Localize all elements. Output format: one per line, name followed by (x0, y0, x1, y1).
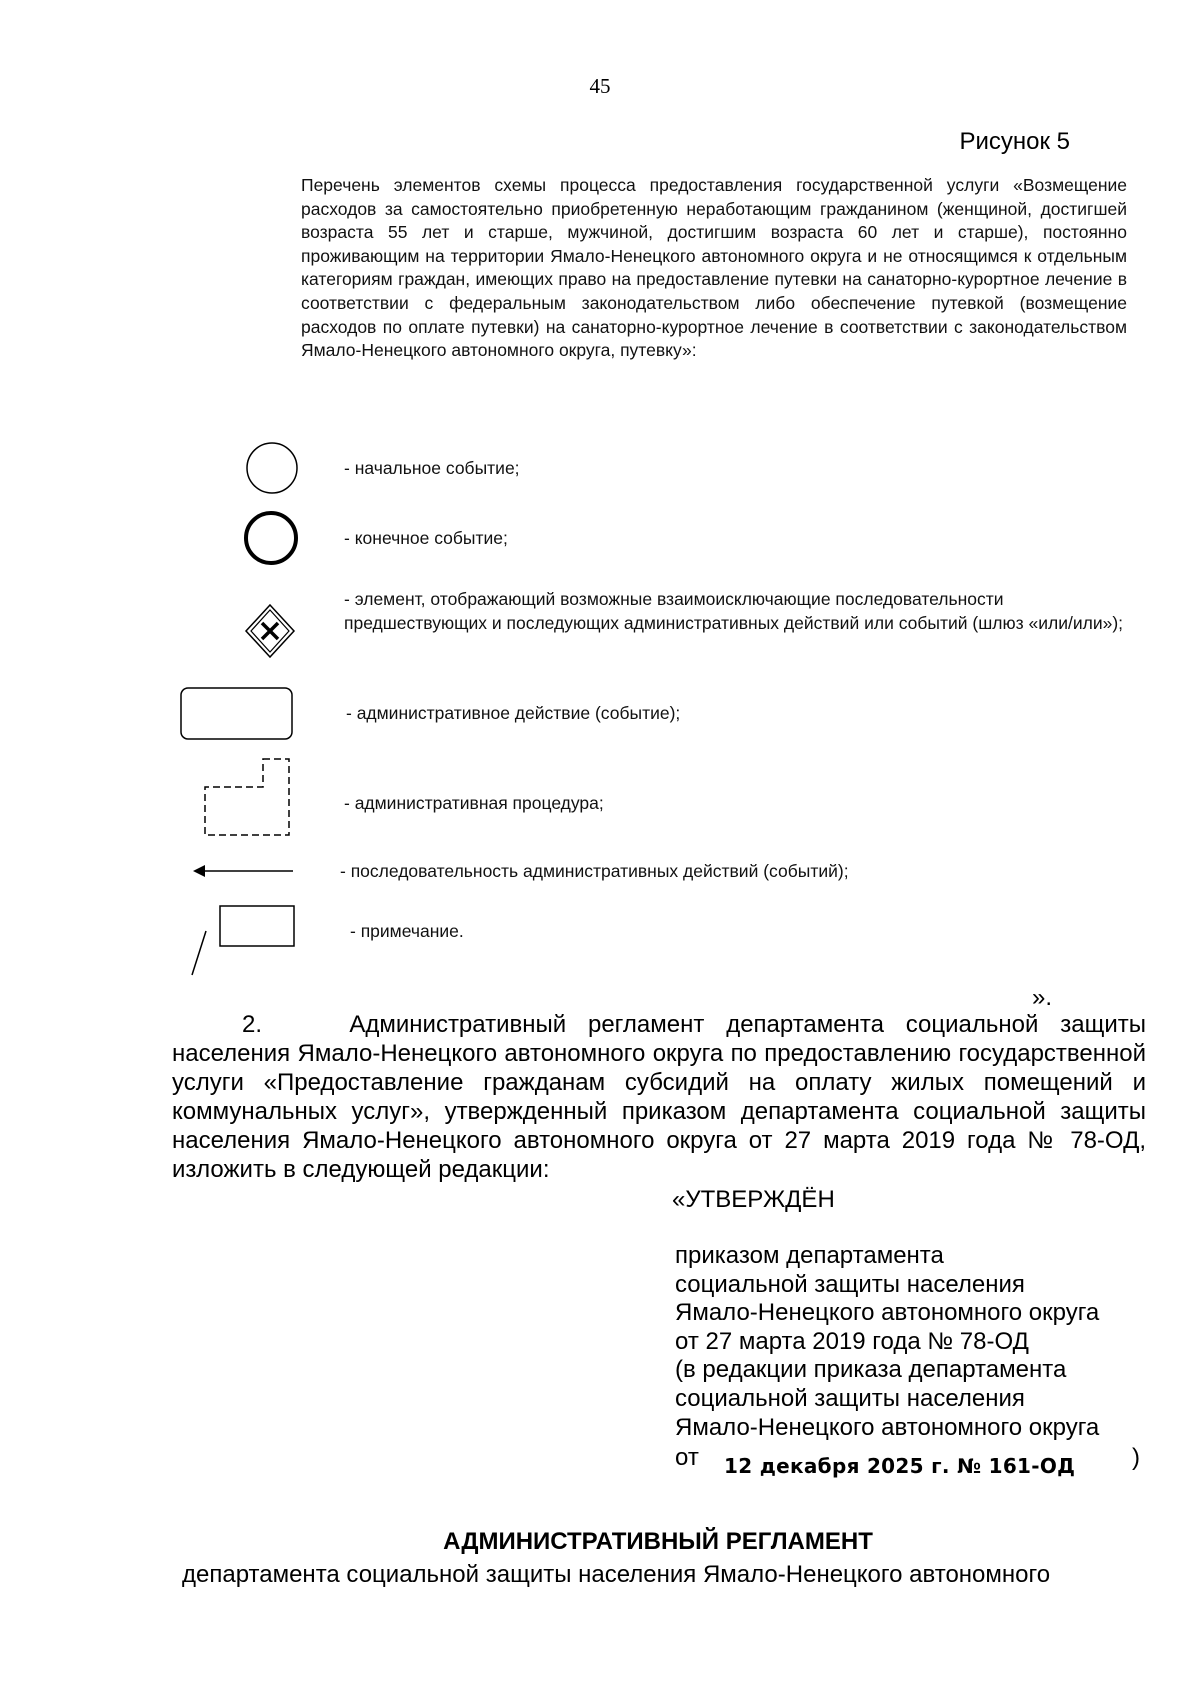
approval-date-stamp: 12 декабря 2025 г. № 161-ОД (724, 1454, 1076, 1478)
note-icon (192, 906, 294, 975)
paragraph-2-text: Административный регламент департамента социальной защиты населения Ямало-Ненецкого автономного округа по предоставлению государственной услуги «Предоставление гражданам субсидий на оплату жилых помещений и коммунальных услуг», утвержденный приказом департамента социальной защиты населения Ямало-Ненецкого автономного округа от 27 марта 2019 года № 78-ОД, изложить в следующей редакции: (172, 1011, 1146, 1183)
legend-sequence-flow-label: - последовательность административных действий (событий); (340, 861, 849, 881)
approval-block (675, 1242, 1155, 1442)
admin-procedure-icon (205, 759, 289, 835)
sequence-flow-arrow-icon (193, 865, 293, 877)
legend-gateway-label: - элемент, отображающий возможные взаимоисключающие последовательности предшествующих и последующих административных действий или событий (шлюз «или/или»); (344, 589, 1124, 633)
admin-action-icon (181, 688, 292, 739)
paragraph-2-number: 2. (242, 1011, 263, 1038)
approval-date-suffix: ) (1132, 1444, 1140, 1471)
approval-line: социальной защиты населения (675, 1384, 1025, 1412)
approval-line: приказом департамента (675, 1242, 944, 1269)
regulation-title: АДМИНИСТРАТИВНЫЙ РЕГЛАМЕНТ (443, 1528, 873, 1555)
approval-line: Ямало-Ненецкого автономного округа (675, 1413, 1100, 1441)
approval-line: от 27 марта 2019 года № 78-ОД (675, 1327, 1029, 1355)
closing-quote: ». (1032, 984, 1053, 1011)
approval-date-prefix: от (675, 1444, 699, 1471)
legend-admin-procedure-label: - административная процедура; (344, 793, 604, 813)
legend-note-label: - примечание. (350, 921, 464, 941)
approval-line: Ямало-Ненецкого автономного округа (675, 1299, 1100, 1327)
legend-start-event-label: - начальное событие; (344, 458, 520, 478)
approval-line: социальной защиты населения (675, 1270, 1025, 1298)
end-event-icon (246, 513, 296, 563)
approval-line: (в редакции приказа департамента (675, 1356, 1067, 1384)
legend-admin-action-label: - административное действие (событие); (346, 703, 681, 723)
legend-end-event-label: - конечное событие; (344, 528, 508, 548)
gateway-icon (246, 605, 294, 657)
figure-caption: Перечень элементов схемы процесса предоставления государственной услуги «Возмещение расходов за самостоятельно приобретенную неработающим гражданином (женщиной, достигшей возраста 55 лет и старше, мужчиной, достигшим возраста 60 лет и старше), постоянно проживающим на территории Ямало-Ненецкого автономного округа и не относящимся к отдельным категориям граждан, имеющих право на предоставление путевки на санаторно-курортное лечение в соответствии с федеральным законодательством либо обеспечение путевкой (возмещение расходов по оплате путевки) на санаторно-курортное лечение в соответствии с законодательством Ямало-Ненецкого автономного округа, путевку»: (301, 175, 1127, 361)
start-event-icon (247, 443, 297, 493)
regulation-subtitle: департамента социальной защиты населения Ямало-Ненецкого автономного (182, 1561, 1051, 1588)
figure-label: Рисунок 5 (959, 128, 1070, 155)
paragraph-2 (172, 1010, 1146, 1184)
page-number: 45 (589, 74, 611, 98)
approval-heading: «УТВЕРЖДЁН (672, 1186, 835, 1213)
